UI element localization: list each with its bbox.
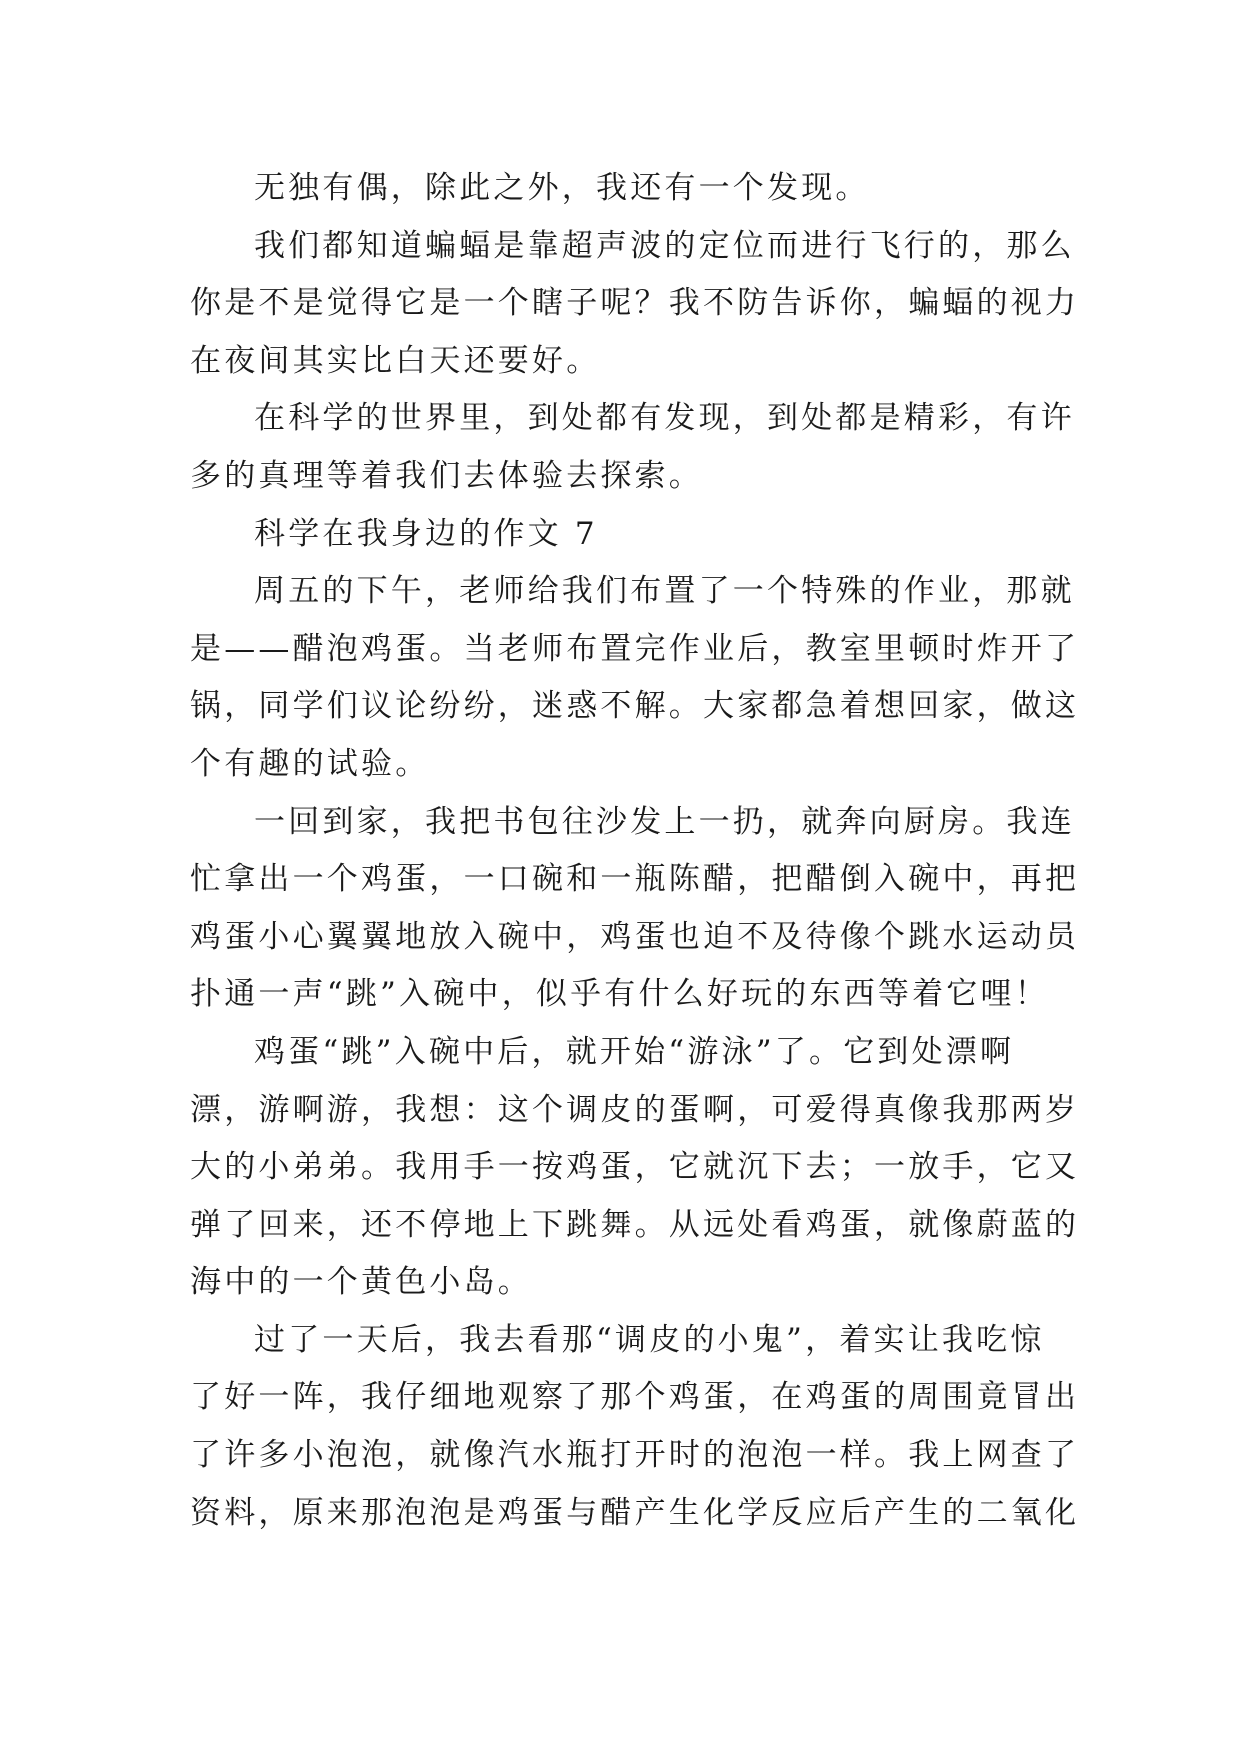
text-line: 在夜间其实比白天还要好。 <box>190 342 601 379</box>
heading-line: 科学在我身边的作文 7 <box>254 515 598 552</box>
paragraph-p2 <box>190 218 1080 391</box>
text-line: 锅，同学们议论纷纷，迷惑不解。大家都急着想回家，做这 <box>190 688 1080 725</box>
text-line: 鸡蛋小心翼翼地放入碗中，鸡蛋也迫不及待像个跳水运动员 <box>190 918 1080 955</box>
text-line: 扑通一声“跳”入碗中，似乎有什么好玩的东西等着它哩！ <box>190 976 1049 1013</box>
paragraph-p7 <box>190 1312 1080 1542</box>
text-line: 了好一阵，我仔细地观察了那个鸡蛋，在鸡蛋的周围竟冒出 <box>190 1379 1080 1416</box>
text-line: 弹了回来，还不停地上下跳舞。从远处看鸡蛋，就像蔚蓝的 <box>190 1206 1080 1243</box>
text-line: 我们都知道蝙蝠是靠超声波的定位而进行飞行的，那么 <box>254 227 1075 264</box>
text-line: 是——醋泡鸡蛋。当老师布置完作业后，教室里顿时炸开了 <box>190 630 1080 667</box>
document-body <box>190 160 1080 1542</box>
text-line: 了许多小泡泡，就像汽水瓶打开时的泡泡一样。我上网查了 <box>190 1437 1080 1474</box>
text-line: 无独有偶，除此之外，我还有一个发现。 <box>254 170 870 206</box>
text-line: 个有趣的试验。 <box>190 745 430 782</box>
text-line: 过了一天后，我去看那“调皮的小鬼”，着实让我吃惊 <box>254 1321 1045 1358</box>
text-line: 一回到家，我把书包往沙发上一扔，就奔向厨房。我连 <box>254 803 1075 840</box>
paragraph-p5 <box>190 794 1080 1024</box>
text-line: 鸡蛋“跳”入碗中后，就开始“游泳”了。它到处漂啊 <box>254 1033 1015 1070</box>
section-heading <box>190 506 1050 564</box>
text-line: 忙拿出一个鸡蛋，一口碗和一瓶陈醋，把醋倒入碗中，再把 <box>190 861 1080 898</box>
text-line: 漂，游啊游，我想：这个调皮的蛋啊，可爱得真像我那两岁 <box>190 1091 1080 1128</box>
text-line: 大的小弟弟。我用手一按鸡蛋，它就沉下去；一放手，它又 <box>190 1149 1080 1186</box>
paragraph-p3 <box>190 390 1075 505</box>
paragraph-p1 <box>190 160 1050 218</box>
text-line: 周五的下午，老师给我们布置了一个特殊的作业，那就 <box>254 573 1075 610</box>
text-line: 海中的一个黄色小岛。 <box>190 1264 532 1301</box>
paragraph-p6 <box>190 1024 1080 1312</box>
paragraph-p4 <box>190 563 1080 793</box>
text-line: 在科学的世界里，到处都有发现，到处都是精彩，有许 <box>254 400 1075 437</box>
text-line: 资料，原来那泡泡是鸡蛋与醋产生化学反应后产生的二氧化 <box>190 1494 1080 1531</box>
text-line: 你是不是觉得它是一个瞎子呢？我不防告诉你，蝙蝠的视力 <box>190 285 1080 322</box>
text-line: 多的真理等着我们去体验去探索。 <box>190 457 703 494</box>
